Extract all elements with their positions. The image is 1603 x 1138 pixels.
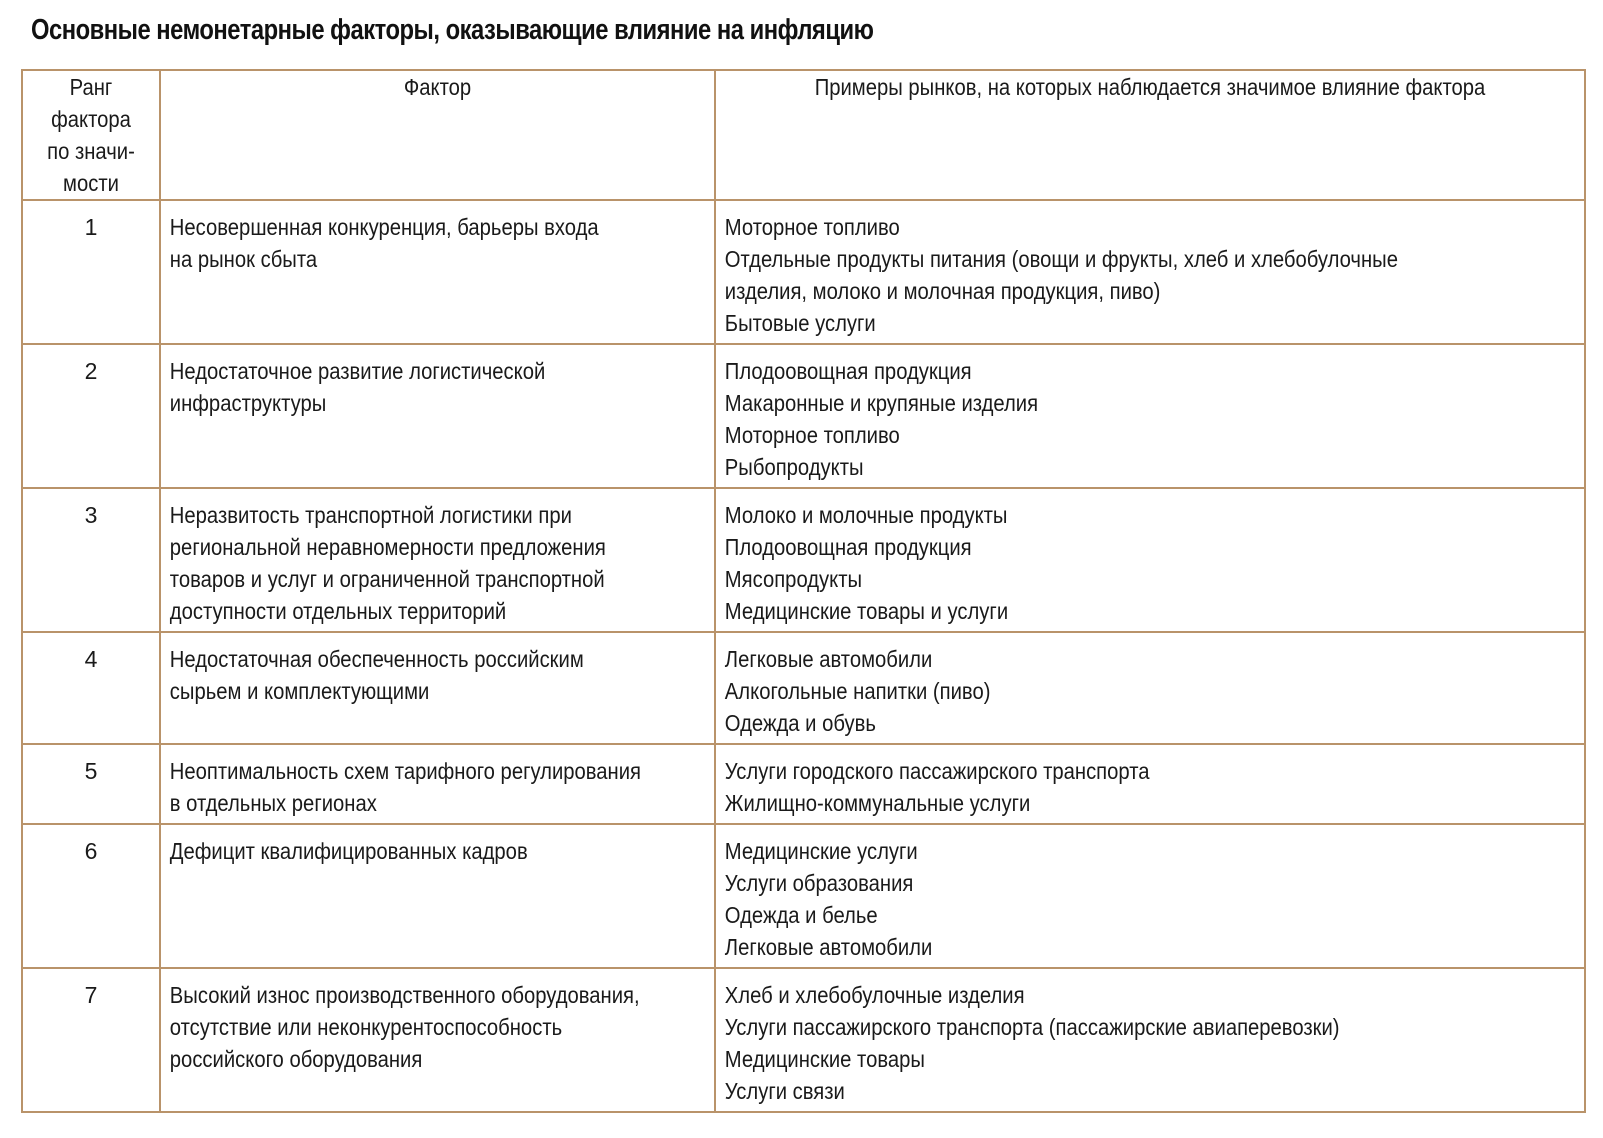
market-item: Жилищно-коммунальные услуги <box>724 790 1031 816</box>
market-item: Услуги образования <box>724 870 914 896</box>
factor-text-line: доступности отдельных территорий <box>169 598 507 624</box>
factor-text-line: Дефицит квалифицированных кадров <box>169 838 528 864</box>
header-rank-line: мости <box>63 170 119 196</box>
table-row <box>22 200 1585 344</box>
table-header-row <box>22 70 1585 200</box>
rank-cell <box>22 488 160 632</box>
rank-cell <box>22 344 160 488</box>
markets-cell <box>715 968 1585 1112</box>
header-markets <box>715 70 1585 200</box>
factor-text-line: инфраструктуры <box>169 390 327 416</box>
factor-cell <box>160 824 715 968</box>
factor-text-line: региональной неравномерности предложения <box>169 534 606 560</box>
market-item: Моторное топливо <box>724 214 900 240</box>
market-item: Молоко и молочные продукты <box>724 502 1008 528</box>
factor-cell <box>160 488 715 632</box>
market-item: Медицинские товары <box>724 1046 925 1072</box>
factor-text-line: Недостаточная обеспеченность российским <box>169 646 584 672</box>
market-item: Услуги пассажирского транспорта (пассажирские авиаперевозки) <box>724 1014 1340 1040</box>
market-item: Алкогольные напитки (пиво) <box>724 678 991 704</box>
header-rank-line: фактора <box>51 106 131 132</box>
market-item: Легковые автомобили <box>724 934 933 960</box>
table-row <box>22 344 1585 488</box>
table-row <box>22 744 1585 824</box>
markets-cell <box>715 824 1585 968</box>
market-item: Одежда и обувь <box>724 710 876 736</box>
header-factor-label: Фактор <box>403 74 472 100</box>
factor-text-line: Недостаточное развитие логистической <box>169 358 546 384</box>
market-item: Бытовые услуги <box>724 310 876 336</box>
market-item: Услуги городского пассажирского транспорта <box>724 758 1150 784</box>
factor-cell <box>160 744 715 824</box>
market-item: Мясопродукты <box>724 566 863 592</box>
header-rank <box>22 70 160 200</box>
factor-text-line: российского оборудования <box>169 1046 423 1072</box>
markets-cell <box>715 632 1585 744</box>
rank-cell <box>22 824 160 968</box>
factor-text-line: Неоптимальность схем тарифного регулирования <box>169 758 641 784</box>
rank-cell <box>22 632 160 744</box>
rank-value: 5 <box>84 758 98 784</box>
factor-cell <box>160 200 715 344</box>
markets-cell <box>715 344 1585 488</box>
market-item: Хлеб и хлебобулочные изделия <box>724 982 1025 1008</box>
factor-text-line: товаров и услуг и ограниченной транспортной <box>169 566 605 592</box>
table-row <box>22 968 1585 1112</box>
factor-text-line: Несовершенная конкуренция, барьеры входа <box>169 214 599 240</box>
market-item: Одежда и белье <box>724 902 878 928</box>
markets-cell <box>715 200 1585 344</box>
market-item: Отдельные продукты питания (овощи и фрукты, хлеб и хлебобулочные <box>724 246 1398 272</box>
market-item: Медицинские услуги <box>724 838 918 864</box>
factor-cell <box>160 632 715 744</box>
table-body <box>22 200 1585 1112</box>
rank-cell <box>22 744 160 824</box>
market-item: Рыбопродукты <box>724 454 864 480</box>
factor-text-line: отсутствие или неконкурентоспособность <box>169 1014 563 1040</box>
market-item: изделия, молоко и молочная продукция, пиво) <box>724 278 1161 304</box>
market-item: Макаронные и крупяные изделия <box>724 390 1039 416</box>
rank-cell <box>22 200 160 344</box>
factor-text-line: в отдельных регионах <box>169 790 377 816</box>
table-row <box>22 632 1585 744</box>
market-item: Плодоовощная продукция <box>724 358 972 384</box>
factor-cell <box>160 968 715 1112</box>
factor-text-line: Неразвитость транспортной логистики при <box>169 502 572 528</box>
rank-cell <box>22 968 160 1112</box>
header-rank-line: Ранг <box>69 74 113 100</box>
factors-table <box>21 69 1586 1113</box>
market-item: Услуги связи <box>724 1078 845 1104</box>
market-item: Легковые автомобили <box>724 646 933 672</box>
rank-value: 2 <box>84 358 98 384</box>
factor-text-line: Высокий износ производственного оборудования, <box>169 982 640 1008</box>
rank-value: 6 <box>84 838 98 864</box>
market-item: Медицинские товары и услуги <box>724 598 1009 624</box>
markets-cell <box>715 488 1585 632</box>
rank-value: 4 <box>84 646 98 672</box>
table-row <box>22 488 1585 632</box>
header-rank-line: по значи- <box>47 138 135 164</box>
header-factor <box>160 70 715 200</box>
rank-value: 3 <box>84 502 98 528</box>
page-title: Основные немонетарные факторы, оказывающие влияние на инфляцию <box>31 14 874 46</box>
market-item: Моторное топливо <box>724 422 900 448</box>
factor-cell <box>160 344 715 488</box>
rank-value: 7 <box>84 982 98 1008</box>
factor-text-line: на рынок сбыта <box>169 246 318 272</box>
factor-text-line: сырьем и комплектующими <box>169 678 430 704</box>
markets-cell <box>715 744 1585 824</box>
market-item: Плодоовощная продукция <box>724 534 972 560</box>
header-markets-label: Примеры рынков, на которых наблюдается значимое влияние фактора <box>814 74 1486 100</box>
rank-value: 1 <box>84 214 98 240</box>
table-row <box>22 824 1585 968</box>
